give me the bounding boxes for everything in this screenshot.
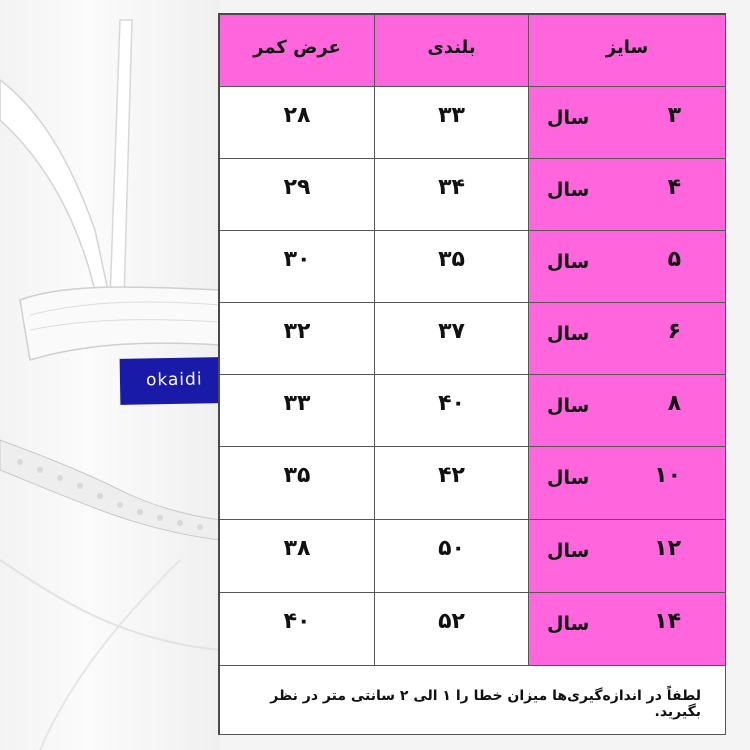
size-unit: سال (547, 540, 590, 562)
header-height: بلندی (375, 15, 529, 87)
waist-value: ۳۵ (283, 463, 311, 488)
size-value: ۸ (667, 391, 681, 416)
header-size: سایز (529, 15, 726, 87)
height-value: ۴۲ (438, 463, 465, 488)
size-value: ۵ (667, 247, 681, 272)
height-value: ۵۰ (438, 536, 465, 561)
size-value: ۳ (667, 103, 681, 128)
size-value: ۴ (667, 175, 681, 200)
waist-value: ۳۸ (283, 536, 311, 561)
size-unit: سال (547, 323, 590, 345)
note-text: لطفاً در اندازه‌گیری‌ها میزان خطا را ۱ الی ۲ سانتی متر در نظر بگیرید. (270, 688, 701, 720)
table-row (220, 447, 726, 520)
height-value: ۳۷ (438, 319, 465, 344)
table-row (220, 520, 726, 593)
table-row (220, 159, 726, 231)
table-row (220, 593, 726, 666)
garment-photo (0, 0, 220, 750)
size-unit: سال (547, 395, 590, 417)
table-row (220, 375, 726, 447)
table-header-row (220, 15, 726, 87)
waist-value: ۴۰ (283, 609, 311, 634)
height-value: ۳۳ (438, 103, 465, 128)
size-unit: سال (547, 251, 590, 273)
table-row (220, 303, 726, 375)
table-row (220, 87, 726, 159)
header-waist: عرض کمر (220, 15, 375, 87)
height-value: ۳۴ (438, 175, 465, 200)
waist-value: ۳۳ (283, 391, 311, 416)
size-table (218, 13, 726, 735)
size-value: ۶ (667, 319, 681, 344)
size-unit: سال (547, 613, 590, 635)
waist-value: ۲۹ (283, 175, 311, 200)
size-value: ۱۰ (654, 463, 681, 488)
measurement-note (220, 666, 726, 735)
height-value: ۴۰ (438, 391, 465, 416)
size-unit: سال (547, 179, 590, 201)
brand-label: okaidi (120, 357, 220, 405)
size-unit: سال (547, 107, 590, 129)
height-value: ۵۲ (438, 609, 465, 634)
waist-value: ۳۰ (283, 247, 311, 272)
height-value: ۳۵ (438, 247, 465, 272)
waist-value: ۲۸ (283, 103, 311, 128)
waist-value: ۳۲ (283, 319, 311, 344)
table-row (220, 231, 726, 303)
size-unit: سال (547, 467, 590, 489)
size-value: ۱۴ (654, 609, 681, 634)
size-value: ۱۲ (654, 536, 681, 561)
